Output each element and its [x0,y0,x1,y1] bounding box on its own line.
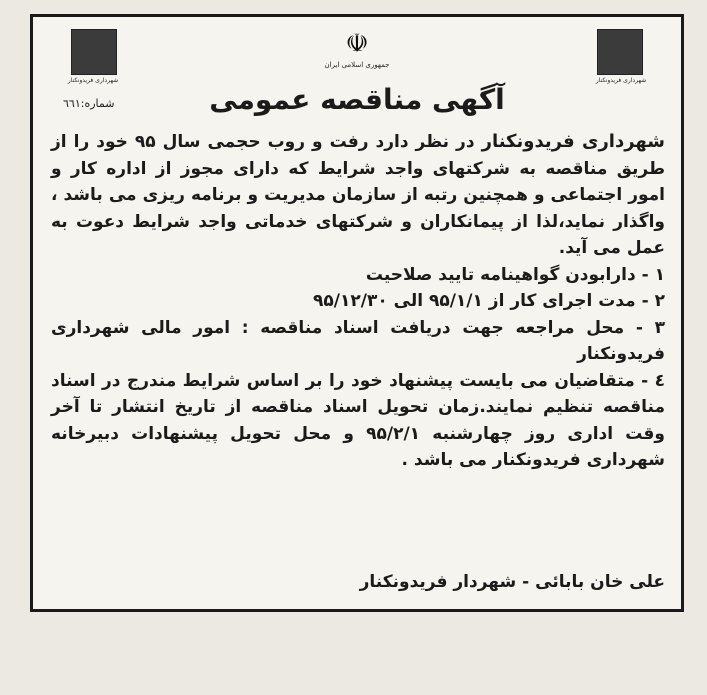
list-item: ٤ - متقاضیان می بایست پیشنهاد خود را بر اساس شرایط مندرج در اسناد مناقصه تنظیم نمایند.زمان تحویل اسناد مناقصه از تاریخ انتشار تا آخر وقت اداری روز چهارشنبه ۹۵/۲/۱ و محل تحویل پیشنهادات دبیرخانه شهرداری فریدونکنار می باشد . [51,370,665,470]
logo-caption-left: شهرداری فریدونکنار [67,77,119,84]
notice-number: شماره:٦٦١ [63,97,115,110]
intro-rest: در نظر دارد رفت و روب حجمی سال ۹۵ خود را از طریق مناقصه به شرکتهای واجد شرایط که دارای مجوز از اداره کار و امور اجتماعی و همچنین رتبه از سازمان مدیریت و برنامه ریزی می باشد ، واگذار نماید،لذا از پیمانکاران و شرکتهای خدماتی واجد شرایط دعوت به عمل می آید. [51,132,665,258]
page-title: آگهی مناقصه عمومی [209,83,505,116]
iran-emblem-icon: ☫ [345,29,369,59]
logo-caption-right: شهرداری فریدونکنار [595,77,647,84]
list-item: ۳ - محل مراجعه جهت دریافت اسناد مناقصه : امور مالی شهرداری فریدونکنار [51,317,665,364]
signature: علی خان بابائی - شهردار فریدونکنار [359,572,665,592]
list-item: ۱ - دارابودن گواهینامه تایید صلاحیت [365,264,665,285]
emblem-caption: جمهوری اسلامی ایران [324,61,390,69]
list-item: ۲ - مدت اجرای کار از ۹۵/۱/۱ الی ۹۵/۱۲/۳۰ [313,291,665,311]
intro-lead: شهرداری فریدونکنار [481,131,665,152]
notice-body [51,129,665,474]
municipality-logo-right [597,29,643,75]
municipality-logo-left [71,29,117,75]
notice-frame [30,14,684,612]
intro-paragraph [51,129,665,262]
